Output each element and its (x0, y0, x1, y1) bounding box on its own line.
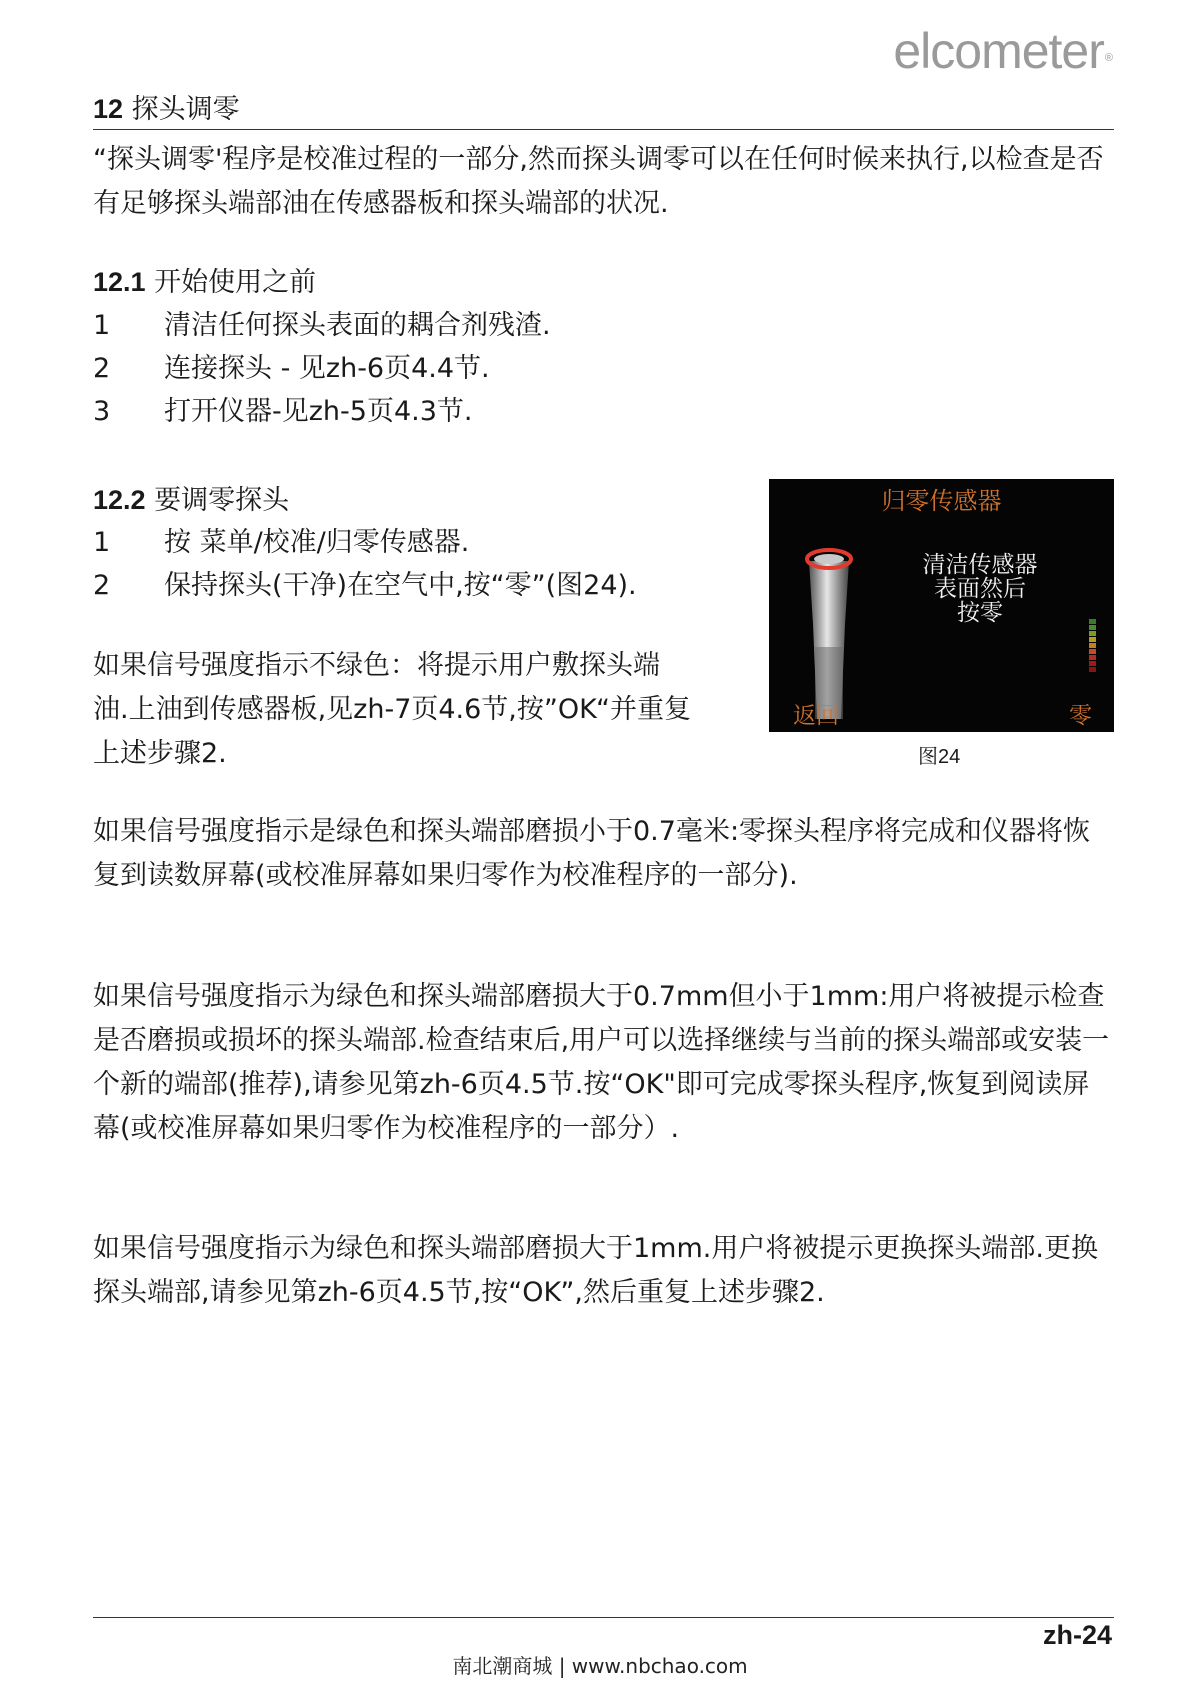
back-softkey: 返回 (793, 703, 839, 729)
section-title: 要调零探头 (154, 485, 290, 516)
section-number: 12 (93, 94, 124, 124)
screen-title: 归零传感器 (881, 487, 1002, 515)
page-number: zh-24 (1042, 1620, 1112, 1650)
paragraph-wear-under-0-7: 如果信号强度指示是绿色和探头端部磨损小于0.7毫米:零探头程序将完成和仪器将恢复到读数屏幕(或校准屏幕如果归零作为校准程序的一部分). (93, 816, 1091, 891)
list-item: 3 打开仪器-见zh-5页4.3节. (93, 396, 473, 427)
section-title: 开始使用之前 (154, 267, 317, 298)
footer-watermark: 南北潮商城 | www.nbchao.com (452, 1654, 748, 1678)
section-number: 12.2 (93, 485, 146, 515)
section-title: 探头调零 (131, 94, 240, 125)
heading-rule (93, 129, 1114, 130)
section-number: 12.1 (93, 267, 146, 297)
signal-strength-indicator (1089, 619, 1096, 679)
intro-paragraph: “探头调零'程序是校准过程的一部分,然而探头调零可以在任何时候来执行,以检查是否有足够探头端部油在传感器板和探头端部的状况. (93, 144, 1104, 219)
steps-list-12-1 (93, 304, 793, 433)
section-12-1-heading (93, 262, 316, 303)
section-12-heading (93, 89, 240, 130)
elcometer-logo: elcometer® (893, 23, 1112, 79)
paragraph-wear-over-1: 如果信号强度指示为绿色和探头端部磨损大于1mm.用户将被提示更换探头端部.更换探头端部,请参见第zh-6页4.5节,按“OK”,然后重复上述步骤2. (93, 1233, 1098, 1308)
list-item: 2 连接探头 - 见zh-6页4.4节. (93, 353, 490, 384)
list-item: 1 按 菜单/校准/归零传感器. (93, 527, 470, 558)
not-green-paragraph: 如果信号强度指示不绿色：将提示用户敷探头端油.上油到传感器板,见zh-7页4.6节,按”OK“并重复上述步骤2. (93, 650, 691, 769)
zero-sensor-screen-figure (769, 479, 1114, 732)
paragraph-wear-0-7-to-1: 如果信号强度指示为绿色和探头端部磨损大于0.7mm但小于1mm:用户将被提示检查是否磨损或损坏的探头端部.检查结束后,用户可以选择继续与当前的探头端部或安装一个新的端部(推荐),请参见第zh-6页4.5节.按“OK"即可完成零探头程序,恢复到阅读屏幕(或校准屏幕如果归零作为校准程序的一部分）. (93, 981, 1110, 1144)
zero-softkey: 零 (1069, 703, 1092, 729)
list-item: 1 清洁任何探头表面的耦合剂残渣. (93, 310, 551, 341)
section-12-2-heading (93, 480, 289, 521)
list-item: 2 保持探头(干净)在空气中,按“零”(图24). (93, 570, 637, 601)
steps-list-12-2 (93, 521, 733, 607)
screen-message: 清洁传感器 表面然后 按零 (922, 552, 1038, 626)
figure-caption: 图24 (918, 746, 961, 768)
footer-rule (93, 1617, 1114, 1618)
